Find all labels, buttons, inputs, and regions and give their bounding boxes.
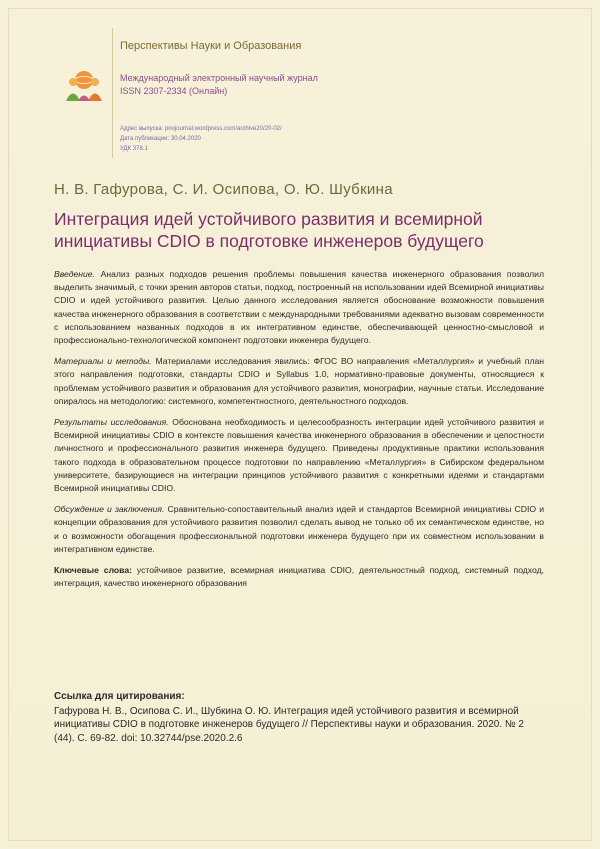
publication-meta xyxy=(120,124,282,154)
udk: УДК 378.1 xyxy=(120,146,148,152)
intro-label: Введение. xyxy=(54,269,95,279)
keywords-text: устойчивое развитие, всемирная инициатива CDIO, деятельностный подход, системный подход, интеграция, качество инженерного образования xyxy=(54,565,545,589)
article-title: Интеграция идей устойчивого развития и всемирной инициативы CDIO в подготовке инженеров будущего xyxy=(54,209,484,251)
abstract-keywords xyxy=(54,564,544,590)
abstract-methods xyxy=(54,355,544,408)
discussion-label: Обсуждение и заключения. xyxy=(54,504,165,515)
abstract-intro xyxy=(54,268,544,347)
authors: Н. В. Гафурова, С. И. Осипова, О. Ю. Шубкина xyxy=(54,181,393,198)
issn: ISSN 2307-2334 (Онлайн) xyxy=(120,86,228,96)
keywords-label: Ключевые слова: xyxy=(54,565,132,576)
intro-text: Анализ разных подходов решения проблемы повышения качества инженерного образования позволил выделить значимый, с точки зрения авторов статьи, подход, построенный на использовании идей Всемирной инициативы CDIO и идей устойчивого развития. Целью данного исследования является обоснование возможности повышения качества инженерного образования в соответствии с международными требованиями адекватно вызовам современности с использованием названных подходов в их интегративном единстве, обеспечивающей ценностно-смысловой и профессионально-технологической компонент подготовки инженера будущего. xyxy=(54,269,545,346)
abstract-results xyxy=(54,416,544,495)
abstract-discussion xyxy=(54,503,544,556)
discussion-text: Сравнительно-сопоставительный анализ идей и стандартов Всемирной инициативы CDIO и концепции образования для устойчивого развития позволил сделать вывод не только об их семантическом единстве, но и о возможности обогащения профессиональной подготовки инженера будущего при их совместном использовании в интегративном единстве. xyxy=(54,504,545,554)
results-label: Результаты исследования. xyxy=(54,417,169,428)
results-text: Обоснована необходимость и целесообразность интеграции идей устойчивого развития и Всемирной инициативы CDIO в контексте повышения качества инженерного образования в обеспечении и целостности личностного и профессионального развития инженера будущего. Приведены продуктивные практики использования такого подхода в образовательном процессе подготовки по направлению «Металлургия» в Сибирском федеральном университете, базирующиеся на интеграции принципов устойчивого развития с конкретными идеями и стандартами Всемирной инициативы CDIO. xyxy=(54,417,544,494)
abstract xyxy=(54,268,544,598)
citation-text: Гафурова Н. В., Осипова С. И., Шубкина О. Ю. Интеграция идей устойчивого развития и всемирной инициативы CDIO в подготовке инженеров будущего // Перспективы науки и образования. 2020. № 2 (44). С. 69-82. doi: 10.32744/pse.2020.2.6 xyxy=(54,705,524,744)
citation xyxy=(54,690,544,745)
methods-text: Материалами исследования явились: ФГОС ВО направления «Металлургия» и учебный план этого направления подготовки, стандарты CDIO и Syllabus 1.0, нормативно-правовые документы, относящиеся к проблемам устойчивого развития и образования для устойчивого развития, монографии, научные статьи. Исследование опиралось на методологию: системного, компетентностного, деятельностного подходов. xyxy=(54,356,544,406)
journal-type: Международный электронный научный журнал xyxy=(120,73,318,83)
methods-label: Материалы и методы. xyxy=(54,356,152,367)
header-divider xyxy=(112,28,113,158)
citation-heading: Ссылка для цитирования: xyxy=(54,691,185,702)
publication-date: Дата публикации: 30.04.2020 xyxy=(120,136,201,142)
journal-name: Перспективы Науки и Образования xyxy=(120,40,302,52)
people-with-globe-logo xyxy=(64,68,104,102)
journal-info xyxy=(120,72,318,98)
issue-address: Адрес выпуска: pnojournal.wordpress.com/archive20/20-02/ xyxy=(120,126,282,132)
